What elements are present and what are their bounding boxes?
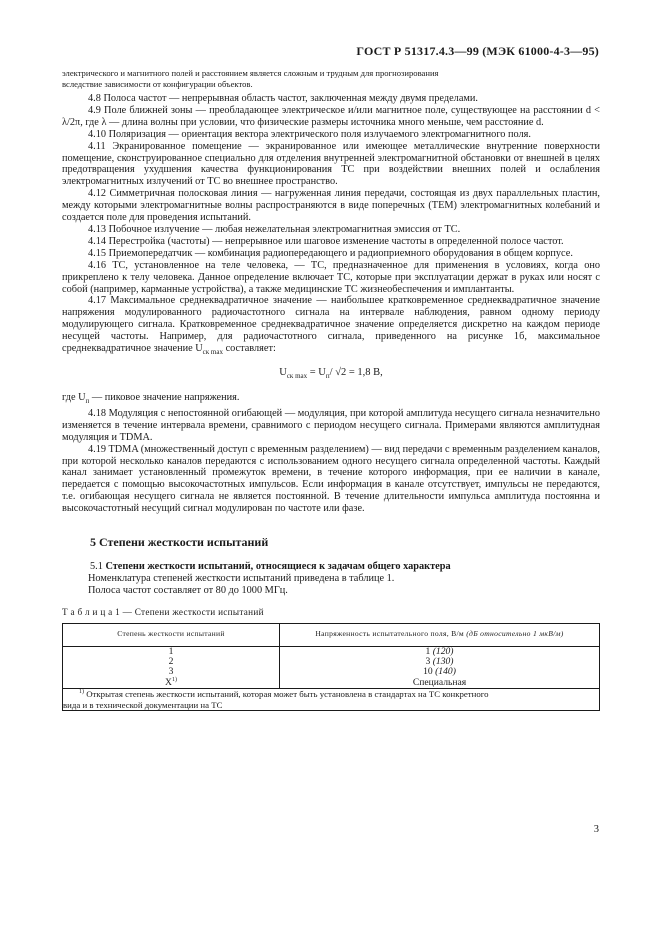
definition-4-15: 4.15 Приемопередатчик — комбинация радиопередающего и радиоприемного оборудования в общем корпусе.	[88, 247, 573, 259]
definition-4-17-tail: составляет:	[225, 343, 276, 355]
table-1-caption: Т а б л и ц а 1 — Степени жесткости испытаний	[62, 606, 264, 617]
formula-where-subscript: п	[85, 397, 90, 406]
intro-line-2: вследствие зависимости от конфигурации объектов.	[62, 78, 253, 89]
table-footnote-line-2: вида и в технической документации на ТС	[63, 699, 223, 710]
table-value-x	[280, 678, 599, 688]
definition-4-17	[62, 295, 600, 359]
table-value-x-vm: Специальная	[412, 676, 467, 688]
definition-4-16: 4.16 ТС, установленное на теле человека, — ТС, предназначенное для применения в условиях, когда оно прикреплено к телу человека. Данное определение включает ТС, которые при эксплуатации держат в руках или носят с собой (например, карманные устройства), а также медицинские ТС жизнеобеспечения и имплантанты.	[62, 259, 600, 295]
table-value-1-vm: 1	[425, 645, 431, 657]
table-value-3-vm: 10	[423, 666, 433, 678]
formula-rms	[62, 367, 600, 383]
formula-where	[62, 392, 600, 408]
table-footnote-mark: 1)	[79, 689, 84, 696]
table-1	[62, 623, 600, 711]
formula-where-tail: — пиковое значение напряжения.	[91, 391, 240, 403]
table-header-row	[63, 623, 600, 646]
table-level-x-label: X	[165, 676, 172, 688]
table-header-field-strength-text: Напряженность испытательного поля, В/м	[315, 629, 465, 639]
section-5-paragraph-1: Номенклатура степеней жесткости испытаний приведена в таблице 1.	[88, 572, 395, 584]
definition-4-9: 4.9 Поле ближней зоны — преобладающее электрическое и/или магнитное поле, существующее на расстоянии d < λ/2π, где λ — длина волны при условии, что физические размеры источника много меньше, чем расстояние d.	[62, 104, 600, 128]
definition-4-11: 4.11 Экранированное помещение — экранированное или имеющее металлические внутренние поверхности помещение, сконструированное специально для отделения внутренней электромагнитной обстановки от внешней в целях предотвращения ухудшения качества функционирования ТС при воздействии внешних полей и ослабления электромагнитных излучений от ТС во внешнее пространство.	[62, 140, 600, 188]
subsection-5-1-number: 5.1	[90, 561, 103, 572]
definition-4-13: 4.13 Побочное излучение — любая нежелательная электромагнитная эмиссия от ТС.	[88, 223, 461, 235]
table-footnote-text-1: Открытая степень жесткости испытаний, которая может быть установлена в стандартах на ТС конкретного	[86, 689, 489, 700]
definition-4-12: 4.12 Симметричная полосковая линия — нагруженная линия передачи, состоящая из двух параллельных пластин, между которыми электромагнитные волны распространяются в виде поперечных (ТЕМ) электромагнитных колебаний и создается поле для проведения испытаний.	[62, 188, 600, 224]
definition-4-18: 4.18 Модуляция с непостоянной огибающей — модуляция, при которой амплитуда несущего сигнала незначительно изменяется в течение интервала времени, сравнимого с периодом несущего сигнала. Примерами являются амплитудная модуляция и TDMA.	[62, 407, 600, 443]
formula-lhs: U	[279, 366, 287, 378]
table-level-1: 1	[168, 645, 174, 657]
table-header-level: Степень жесткости испытаний	[63, 623, 280, 646]
table-level-2: 2	[168, 656, 174, 668]
table-level-3: 3	[168, 666, 174, 678]
subsection-5-1	[62, 561, 600, 573]
definition-4-17-text: 4.17 Максимальное среднеквадратичное значение — наибольшее кратковременное среднеквадратичное значение напряжения модулированного радиочастотного сигнала на интервале наблюдения, равном одному периоду модулирующего сигнала. Кратковременное среднеквадратичное значение определяется дискретно на каждом периоде несущей частоты. Например, для радиочастотного сигнала, приведенного на рисунке 1б, максимальное среднеквадратичное значение U	[62, 295, 600, 355]
formula-lhs-subscript: ск max	[286, 372, 308, 381]
table-header-field-strength	[280, 623, 600, 646]
definition-4-8: 4.8 Полоса частот — непрерывная область частот, заключенная между двумя пределами.	[88, 93, 478, 104]
page-number: 3	[593, 824, 599, 835]
formula-rhs: = U	[309, 366, 326, 378]
definition-4-14: 4.14 Перестройка (частоты) — непрерывное или шаговое изменение частоты в определенной полосе частот.	[88, 235, 564, 247]
table-footnote-line-1	[63, 689, 599, 699]
table-values-cell	[280, 646, 600, 689]
document-body	[62, 68, 600, 711]
table-value-1-db: (120)	[432, 645, 454, 657]
section-5-paragraph-2: Полоса частот составляет от 80 до 1000 МГц.	[88, 584, 288, 596]
page-header: ГОСТ Р 51317.4.3—99 (МЭК 61000-4-3—95)	[356, 44, 599, 58]
table-footnote	[63, 689, 600, 711]
table-row	[63, 646, 600, 689]
formula-rhs-subscript: п	[325, 372, 330, 381]
formula-tail: / √2 = 1,8 В,	[329, 366, 383, 378]
definition-4-10: 4.10 Поляризация — ориентация вектора электрического поля излучаемого электромагнитного поля.	[88, 128, 531, 140]
table-value-3-db: (140)	[435, 666, 456, 678]
formula-where-text: где U	[62, 391, 86, 403]
table-level-x	[63, 678, 279, 688]
definition-4-17-subscript: ск max	[202, 348, 223, 357]
table-footnote-row	[63, 689, 600, 711]
subsection-5-1-title: Степени жесткости испытаний, относящиеся к задачам общего характера	[105, 561, 451, 572]
table-value-2-db: (130)	[432, 656, 454, 668]
table-level-x-footnote-mark: 1)	[171, 676, 177, 683]
section-5-title: 5 Степени жесткости испытаний	[90, 535, 269, 550]
table-header-field-strength-db: (дБ относительно 1 мкВ/м)	[466, 629, 564, 639]
table-levels-cell	[63, 646, 280, 689]
intro-line-1: электрического и магнитного полей и расстоянием является сложным и трудным для прогнозирования	[62, 68, 439, 78]
definition-4-19: 4.19 TDMA (множественный доступ с временным разделением) — вид передачи с временным разделением каналов, при которой несколько каналов передаются с использованием одного несущего сигнала определенной частоты. Каждый канал занимает установленный промежуток времени, в течение которого информация, при ее наличии в канале, передается с помощью высокочастотных импульсов. Если информация в канале отсутствует, импульсы не передаются, т.е. огибающая несущего сигнала не является постоянной. В течение длительности импульса амплитуда постоянна и высокочастотный несущий сигнал модулирован по частоте или фазе.	[62, 443, 600, 515]
table-value-2-vm: 3	[425, 656, 431, 668]
